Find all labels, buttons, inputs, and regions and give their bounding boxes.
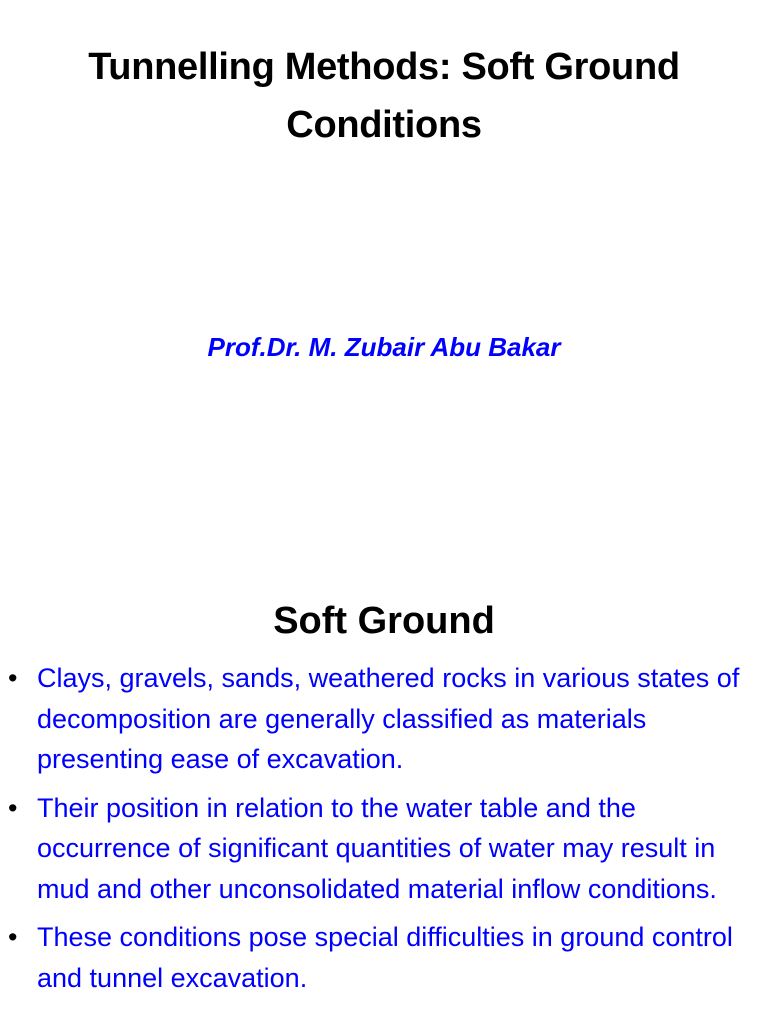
bullet-icon: • bbox=[8, 792, 18, 823]
author-name: Prof.Dr. M. Zubair Abu Bakar bbox=[207, 332, 561, 362]
bullet-list bbox=[0, 658, 768, 1006]
list-item bbox=[0, 788, 768, 910]
list-item bbox=[0, 658, 768, 780]
bullet-icon: • bbox=[8, 922, 18, 952]
slide-heading: Soft Ground bbox=[273, 600, 495, 642]
bullet-text: Their position in relation to the water table and the occurrence of significant quantities of water may result in mud and other unconsolidated material inflow conditions. bbox=[37, 792, 717, 904]
bullet-text: These conditions pose special difficulties in ground control and tunnel excavation. bbox=[37, 922, 733, 993]
slide-title: Tunnelling Methods: Soft Ground Conditions bbox=[88, 46, 680, 146]
bullet-text: Clays, gravels, sands, weathered rocks in various states of decomposition are generally classified as materials presenting ease of excavation. bbox=[37, 663, 740, 774]
bullet-icon: • bbox=[8, 663, 18, 693]
content-slide bbox=[0, 576, 768, 1024]
list-item bbox=[0, 917, 768, 998]
